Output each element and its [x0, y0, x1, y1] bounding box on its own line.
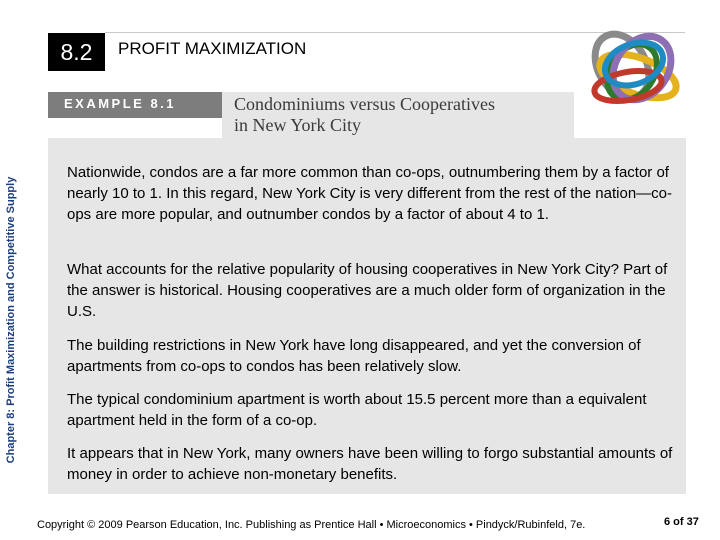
chapter-sidebar — [0, 0, 22, 510]
chapter-label: Chapter 8: Profit Maximization and Competitive Supply — [5, 176, 17, 464]
example-label: EXAMPLE 8.1 — [64, 96, 177, 111]
paragraph: What accounts for the relative popularity of housing cooperatives in New York City? Part of the answer is historical. Housing cooperatives are a much older form of organization in the U.S. — [67, 261, 668, 320]
example-title-line1: Condominiums versus Cooperatives — [234, 94, 495, 114]
paragraph: The building restrictions in New York have long disappeared, and yet the conversion of apartments from co-ops to condos has been relatively slow. — [67, 337, 641, 375]
example-title-line2: in New York City — [234, 115, 362, 135]
footer-copyright: Copyright © 2009 Pearson Education, Inc. Publishing as Prentice Hall • Microeconomics • Pindyck/Rubinfeld, 7e. — [37, 519, 586, 531]
paragraph: The typical condominium apartment is worth about 15.5 percent more than a equivalent apartment held in the form of a co-op. — [67, 391, 647, 429]
page-number: 6 of 37 — [664, 516, 699, 528]
paragraph: Nationwide, condos are a far more common than co-ops, outnumbering them by a factor of nearly 10 to 1. In this regard, New York City is very different from the rest of the nation—co-ops are more popular, and outnumber condos by a factor of about 4 to 1. — [67, 164, 673, 223]
section-number: 8.2 — [48, 33, 105, 71]
interlocking-rings-icon — [572, 28, 690, 122]
example-title — [234, 94, 564, 136]
paragraph: It appears that in New York, many owners have been willing to forgo substantial amounts of money in order to achieve non-monetary benefits. — [67, 445, 673, 483]
section-title: PROFIT MAXIMIZATION — [118, 39, 307, 58]
